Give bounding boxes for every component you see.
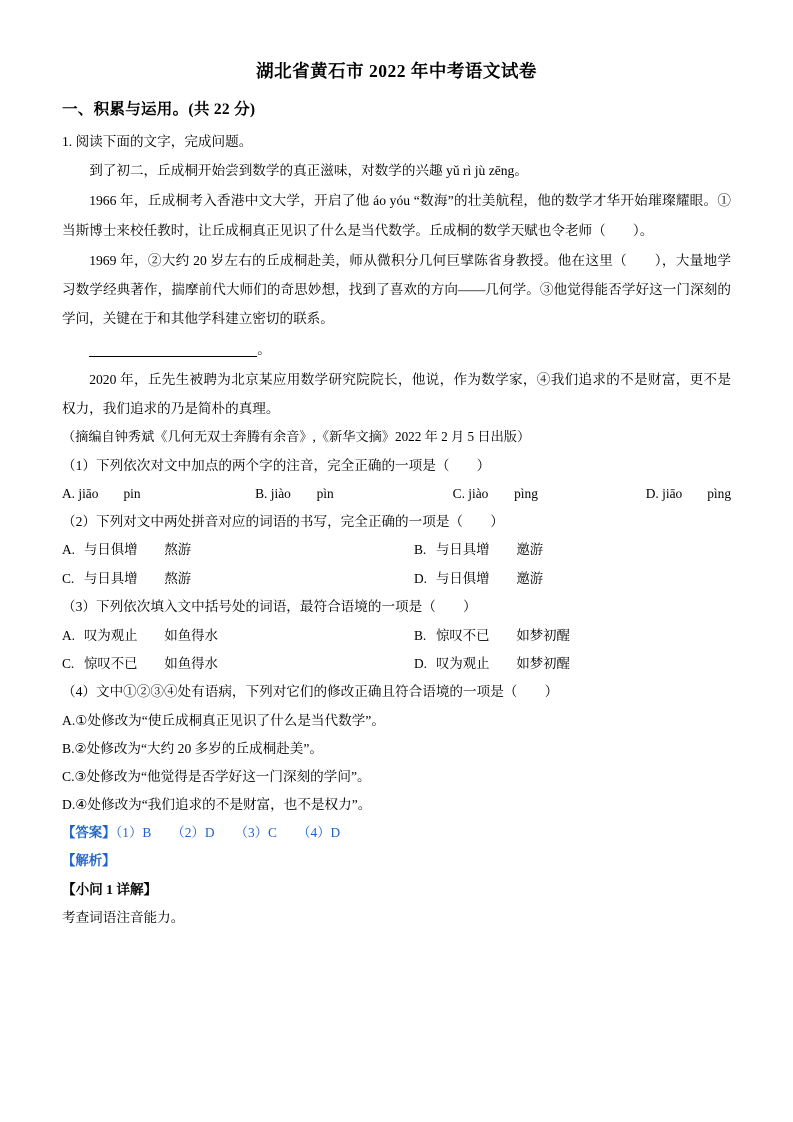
option-4a: A.①处修改为“使丘成桐真正见识了什么是当代数学”。	[62, 712, 385, 728]
passage-paragraph-2: 1966 年，丘成桐考入香港中文大学，开启了他 áo yóu “数海”的壮美航程，他的数学才华开始璀璨耀眼。①当斯博士来校任教时，让丘成桐真正见识了什么是当代数学。丘成桐的数学天赋也令老师（ ）。	[62, 193, 731, 238]
option-3d-label: D.	[414, 656, 428, 671]
passage-paragraph-3: 1969 年，②大约 20 岁左右的丘成桐赴美，师从微积分几何巨擘陈省身教授。他在这里（ ），大量地学习数学经典著作，揣摩前代大师们的奇思妙想，找到了喜欢的方向——几何学。③他觉得能否学好这一门深刻的学问，关键在于和其他学科建立密切的联系。	[62, 252, 731, 327]
subquestion-1-stem: （1）下列依次对文中加点的两个字的注音，完全正确的一项是（ ）	[62, 457, 491, 473]
option-3d-text: 叹为观止 如梦初醒	[436, 656, 570, 671]
option-3c-label: C.	[62, 656, 75, 671]
option-4b: B.②处修改为“大约 20 多岁的丘成桐赴美”。	[62, 740, 324, 756]
option-3c-text: 惊叹不已 如鱼得水	[84, 656, 218, 671]
option-2c-text: 与日具增 熬游	[84, 570, 192, 586]
subquestion-1-options	[62, 480, 731, 507]
option-1d-label: D. jiāo	[645, 485, 683, 501]
option-3b-text: 惊叹不已 如梦初醒	[436, 627, 570, 643]
subquestion-2-row-2	[62, 565, 731, 592]
answer-values: （1）B （2）D （3）C （4）D	[115, 825, 341, 841]
option-2b-label: B.	[414, 542, 427, 558]
blank-line-suffix: 。	[257, 341, 271, 357]
answer-label: 【答案】	[62, 825, 116, 841]
option-1b-value: pìn	[316, 485, 334, 501]
passage-blank-line	[62, 335, 731, 364]
detail-text: 考查词语注音能力。	[62, 910, 185, 926]
option-4d: D.④处修改为“我们追求的不是财富，也不是权力”。	[62, 797, 372, 813]
option-1d-value: pìng	[707, 485, 732, 501]
subquestion-4-stem: （4）文中①②③④处有语病，下列对它们的修改正确且符合语境的一项是（ ）	[62, 684, 559, 700]
analysis-label: 【解析】	[62, 852, 116, 868]
subquestion-3-row-1	[62, 622, 731, 649]
passage-paragraph-4: 2020 年，丘先生被聘为北京某应用数学研究院院长，他说，作为数学家，④我们追求的不是财富，更不是权力，我们追求的乃是简朴的真理。	[62, 371, 731, 416]
option-2b-text: 与日具增 邀游	[436, 542, 544, 558]
option-1a-label: A. jiāo	[62, 485, 99, 501]
answer-block	[62, 819, 731, 846]
option-1c-value: pìng	[514, 485, 538, 501]
option-1b-label: B. jiào	[255, 485, 291, 501]
passage-paragraph-1: 到了初二，丘成桐开始尝到数学的真正滋味，对数学的兴趣 yǔ rì jù zēng。	[89, 163, 528, 179]
option-2d-label: D.	[414, 570, 428, 586]
option-4c: C.③处修改为“他觉得是否学好这一门深刻的学问”。	[62, 769, 371, 785]
detail-heading: 【小问 1 详解】	[62, 882, 158, 898]
question-stem: 1. 阅读下面的文字，完成问题。	[62, 134, 253, 149]
option-1a-value: pin	[123, 485, 141, 501]
option-2a-text: 与日俱增 熬游	[84, 542, 192, 558]
option-3a-text: 叹为观止 如鱼得水	[84, 627, 218, 643]
option-1c-label: C. jiào	[452, 485, 489, 501]
subquestion-2-stem: （2）下列对文中两处拼音对应的词语的书写，完全正确的一项是（ ）	[62, 514, 504, 530]
subquestion-3-row-2	[62, 650, 731, 677]
subquestion-3-stem: （3）下列依次填入文中括号处的词语，最符合语境的一项是（ ）	[62, 599, 477, 615]
option-3a-label: A.	[62, 627, 76, 643]
passage-source: （摘编自钟秀斌《几何无双士奔腾有余音》,《新华文摘》2022 年 2 月 5 日出版）	[62, 429, 531, 445]
option-2c-label: C.	[62, 570, 75, 586]
option-2a-label: A.	[62, 542, 76, 558]
option-2d-text: 与日俱增 邀游	[436, 570, 544, 586]
fill-in-blank-rule	[89, 356, 257, 357]
subquestion-2-row-1	[62, 536, 731, 563]
page-title: 湖北省黄石市 2022 年中考语文试卷	[256, 61, 537, 81]
section-heading: 一、积累与运用。(共 22 分)	[62, 101, 256, 118]
option-3b-label: B.	[414, 627, 427, 643]
